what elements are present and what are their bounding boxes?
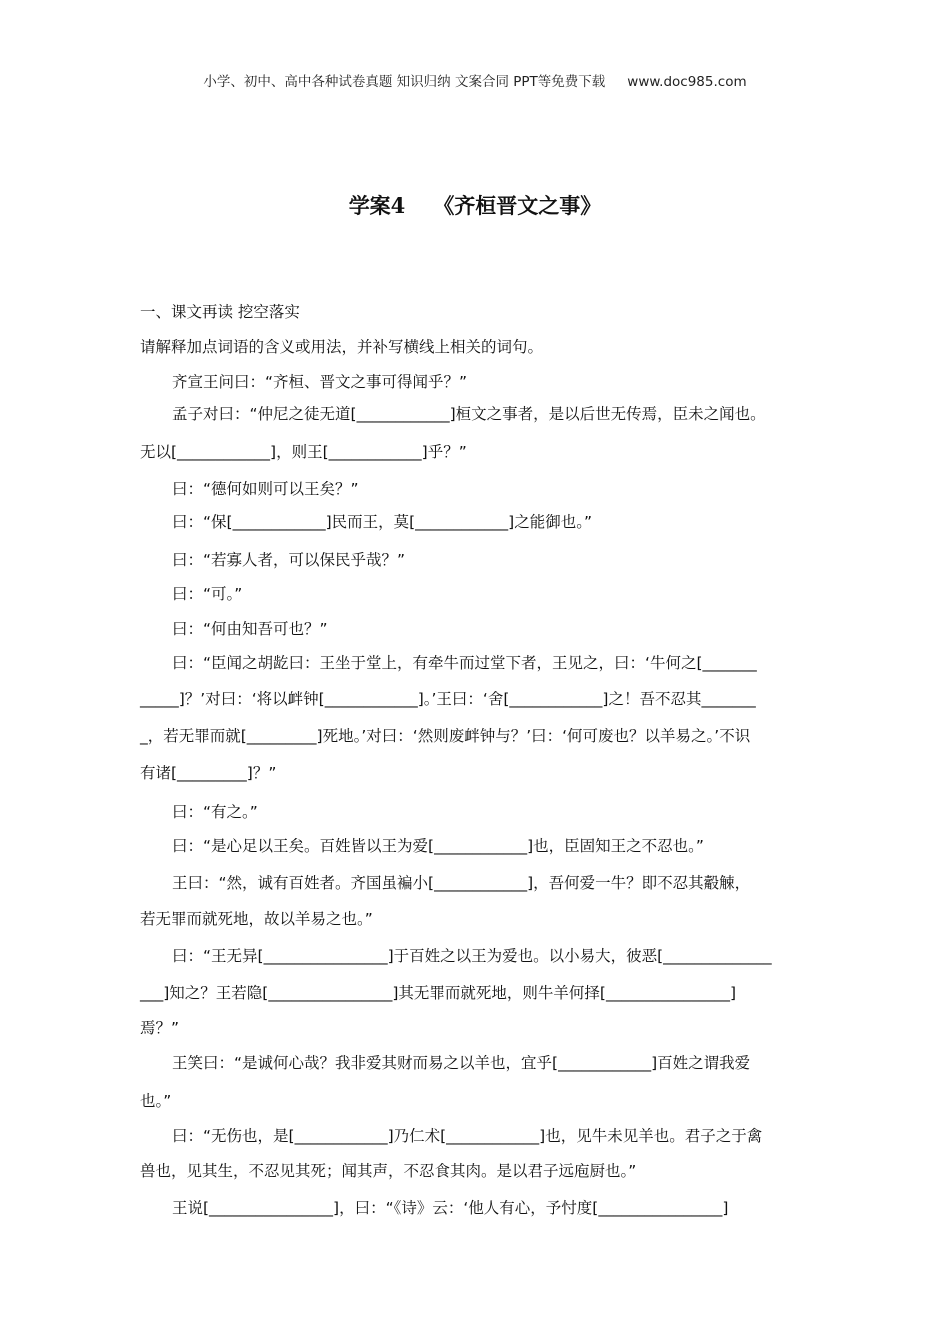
text-line: 有诸[_________]？” — [140, 764, 277, 782]
text-line: 王说[________________]，曰：“《诗》云：‘他人有心，予忖度[________________] — [172, 1199, 729, 1217]
text-line: 曰：“是心足以王矣。百姓皆以王为爱[____________]也，臣固知王之不忍也。” — [172, 837, 704, 855]
text-line: 焉？” — [140, 1019, 180, 1037]
text-line: 曰：“无伤也，是[____________]乃仁术[____________]也，见牛未见羊也。君子之于禽 — [172, 1127, 763, 1145]
text-line: 王笑曰：“是诚何心哉？我非爱其财而易之以羊也，宜乎[____________]百姓之谓我爱 — [172, 1054, 751, 1072]
text-line: 孟子对曰：“仲尼之徒无道[____________]桓文之事者，是以后世无传焉，臣未之闻也。 — [172, 405, 766, 423]
text-line: 曰：“保[____________]民而王，莫[____________]之能御也。” — [172, 513, 592, 531]
instruction: 请解释加点词语的含义或用法，并补写横线上相关的词句。 — [140, 338, 544, 356]
page-header — [0, 70, 950, 90]
text-line: 曰：“何由知吾可也？” — [172, 620, 328, 638]
text-line: 王曰：“然，诚有百姓者。齐国虽褊小[____________]，吾何爱一牛？即不忍其觳觫， — [172, 874, 751, 892]
text-line: 曰：“德何如则可以王矣？” — [172, 480, 359, 498]
page-title — [0, 190, 950, 220]
text-line: 曰：“若寡人者，可以保民乎哉？” — [172, 551, 406, 569]
text-line: 曰：“有之。” — [172, 803, 258, 821]
text-line: 无以[____________]，则王[____________]乎？” — [140, 443, 467, 461]
section-heading: 一、课文再读 挖空落实 — [140, 303, 300, 321]
text-line: 曰：“臣闻之胡龁曰：王坐于堂上，有牵牛而过堂下者，王见之，曰：‘牛何之[_______ — [172, 654, 757, 672]
text-line: 齐宣王问曰：“齐桓、晋文之事可得闻乎？” — [172, 373, 468, 391]
title-part1: 学案4 — [348, 193, 406, 218]
text-line: 曰：“可。” — [172, 585, 243, 603]
text-line: ___]知之？王若隐[________________]其无罪而就死地，则牛羊何择[________________] — [140, 984, 736, 1002]
text-line: 兽也，见其生，不忍见其死；闻其声，不忍食其肉。是以君子远庖厨也。” — [140, 1162, 637, 1180]
text-line: 若无罪而就死地，故以羊易之也。” — [140, 910, 373, 928]
text-line: _，若无罪而就[_________]死地。’对曰：‘然则废衅钟与？’曰：‘何可废也？以羊易之。’不识 — [140, 727, 751, 745]
text-line: 曰：“王无异[________________]于百姓之以王为爱也。以小易大，彼恶[______________ — [172, 947, 772, 965]
title-part2: 《齐桓晋文之事》 — [433, 193, 602, 218]
text-line: _____]？’对曰：‘将以衅钟[____________]。’王曰：‘舍[____________]之！吾不忍其_______ — [140, 690, 756, 708]
header-text: 小学、初中、高中各种试卷真题 知识归纳 文案合同 PPT等免费下载 — [203, 74, 606, 90]
header-url[interactable]: www.doc985.com — [627, 74, 747, 90]
text-line: 也。” — [140, 1092, 172, 1110]
